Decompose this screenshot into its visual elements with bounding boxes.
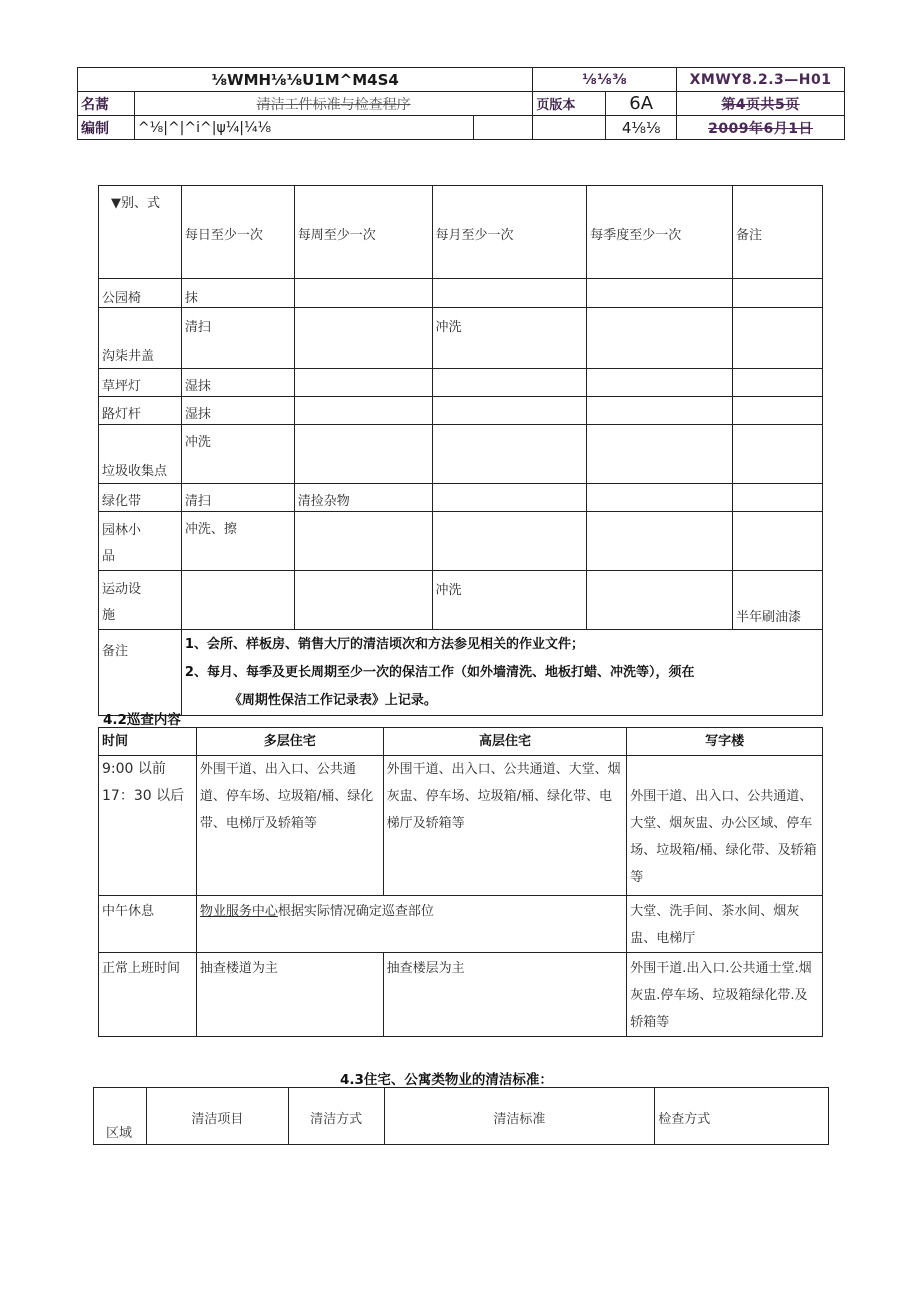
remark-line: 《周期性保洁工作记录表》上记录。 — [228, 693, 437, 708]
header-code: XMWY8.2.3—H01 — [677, 68, 845, 92]
area-line: 施 — [102, 608, 116, 623]
table-row — [99, 756, 823, 896]
col-header: 多层住宅 — [196, 728, 383, 756]
cell — [432, 369, 587, 397]
cell — [294, 308, 432, 369]
row-area: 草坪灯 — [99, 369, 182, 397]
document-header — [77, 67, 845, 140]
issue-date: 2009年6月1日 — [677, 116, 845, 140]
time-cell: 中午休息 — [99, 896, 197, 953]
cell — [294, 397, 432, 425]
section-4-2-title: 4.2巡查内容 — [103, 712, 181, 728]
cell — [733, 279, 823, 308]
cell — [432, 484, 587, 512]
multi-storey-cell: 抽查楼道为主 — [196, 953, 383, 1037]
merged-cell — [196, 896, 626, 953]
cell — [432, 512, 587, 571]
page-info: 第4页共5页 — [677, 92, 845, 116]
cell: 清扫 — [181, 308, 294, 369]
author-label: 编制 — [78, 116, 135, 140]
remark-line: 2、每月、每季及更长周期至少一次的保洁工作（如外墙清洗、地板打蜡、冲洗等），须在 — [184, 665, 695, 680]
cell — [432, 425, 587, 484]
col-header: 每周至少一次 — [294, 186, 432, 279]
version-value: 6A — [606, 92, 677, 116]
col-header: 备注 — [733, 186, 823, 279]
cell — [587, 425, 733, 484]
cell: 湿抹 — [181, 397, 294, 425]
cell: 湿抹 — [181, 369, 294, 397]
col-header: 每月至少一次 — [432, 186, 587, 279]
col-header: 检查方式 — [655, 1088, 829, 1145]
row-area: 垃圾收集点 — [99, 425, 182, 484]
office-cell: 外围干道、出入口、公共通道、大堂、烟灰盅、办公区域、停车场、垃圾箱/桶、绿化带、及轿箱等 — [627, 756, 823, 896]
table-row — [99, 512, 823, 571]
cell — [587, 484, 733, 512]
table-row — [99, 571, 823, 630]
cell — [733, 425, 823, 484]
area-line: 运动设 — [102, 582, 142, 597]
table-corner: ▼别、式 — [99, 186, 182, 279]
office-cell: 大堂、洗手间、茶水间、烟灰盅、电梯厅 — [627, 896, 823, 953]
cell — [733, 512, 823, 571]
time-line: 9:00 以前 — [102, 761, 166, 777]
doc-name: 清洁工件标准与检查程序 — [134, 92, 532, 116]
cell: 清扫 — [181, 484, 294, 512]
cell: 清捡杂物 — [294, 484, 432, 512]
cell: 冲洗 — [432, 571, 587, 630]
high-rise-cell: 外围干道、出入口、公共通道、大堂、烟灰盅、停车场、垃圾箱/桶、绿化带、电梯厅及轿箱等 — [383, 756, 627, 896]
table-row — [99, 308, 823, 369]
remarks-row — [99, 630, 823, 716]
row-area — [99, 512, 182, 571]
cell: 抹 — [181, 279, 294, 308]
row-area: 绿化带 — [99, 484, 182, 512]
col-header: 清洁项目 — [146, 1088, 288, 1145]
table-row — [99, 369, 823, 397]
cell — [294, 571, 432, 630]
cell — [294, 512, 432, 571]
multi-storey-cell: 外围干道、出入口、公共通道、停车场、垃圾箱/桶、绿化带、电梯厅及轿箱等 — [196, 756, 383, 896]
row-area: 公园椅 — [99, 279, 182, 308]
cell — [294, 279, 432, 308]
table-row — [99, 896, 823, 953]
col-header: 时间 — [99, 728, 197, 756]
table-row — [99, 397, 823, 425]
remarks-label: 备注 — [99, 630, 182, 716]
col-header: 清洁方式 — [288, 1088, 384, 1145]
version-label: 页版本 — [533, 92, 606, 116]
col-header: 每季度至少一次 — [587, 186, 733, 279]
high-rise-cell: 抽查楼层为主 — [383, 953, 627, 1037]
remarks-content — [181, 630, 822, 716]
merged-prefix: 物业服务中心 — [199, 904, 278, 919]
cell — [587, 571, 733, 630]
col-header: 写字楼 — [627, 728, 823, 756]
blank-cell — [474, 116, 533, 140]
merged-suffix: 根据实际情况确定巡查部位 — [277, 904, 434, 919]
table-row — [99, 279, 823, 308]
cell: 冲洗、擦 — [181, 512, 294, 571]
table-row — [99, 425, 823, 484]
cell — [294, 369, 432, 397]
approve-value: 4⅛⅛ — [606, 116, 677, 140]
col-header: 每日至少一次 — [181, 186, 294, 279]
author-value: ^⅛|^|^i^|ψ¼|¼⅛ — [134, 116, 474, 140]
row-area — [99, 571, 182, 630]
cell: 半年刷油漆 — [733, 571, 823, 630]
col-header: 清洁标准 — [384, 1088, 655, 1145]
cell: 冲洗 — [181, 425, 294, 484]
office-cell: 外围干道.出入口.公共通士堂.烟灰盅.停车场、垃圾箱绿化带.及轿箱等 — [627, 953, 823, 1037]
time-cell: 正常上班时间 — [99, 953, 197, 1037]
table-row — [99, 953, 823, 1037]
name-label: 名蒿 — [78, 92, 135, 116]
cell — [432, 279, 587, 308]
row-area: 沟柒井盖 — [99, 308, 182, 369]
cleaning-frequency-table — [98, 185, 823, 716]
col-header: 高层住宅 — [383, 728, 627, 756]
cell — [733, 308, 823, 369]
cell — [432, 397, 587, 425]
cell — [294, 425, 432, 484]
row-area: 路灯杆 — [99, 397, 182, 425]
header-code-label: ⅛⅛⅜ — [533, 68, 677, 92]
cell — [587, 397, 733, 425]
cell — [733, 484, 823, 512]
cell — [587, 279, 733, 308]
cell — [181, 571, 294, 630]
cleaning-standards-table — [93, 1087, 829, 1145]
time-line: 17：30 以后 — [102, 788, 185, 804]
time-cell — [99, 756, 197, 896]
cell — [587, 369, 733, 397]
patrol-content-table — [98, 727, 823, 1037]
cell — [587, 308, 733, 369]
area-line: 园林小 — [102, 523, 142, 538]
cell: 冲洗 — [432, 308, 587, 369]
col-header: 区域 — [94, 1088, 147, 1145]
blank-cell — [533, 116, 606, 140]
table-row — [99, 484, 823, 512]
section-4-3-title: 4.3住宅、公寓类物业的清洁标准： — [340, 1072, 553, 1088]
remark-line: 1、会所、样板房、销售大厅的清洁顷次和方法参见相关的作业文件； — [184, 637, 584, 652]
cell — [733, 397, 823, 425]
cell — [587, 512, 733, 571]
area-line: 品 — [102, 549, 116, 564]
header-title: ⅛WMH⅛⅛U1M^M4S4 — [78, 68, 533, 92]
cell — [733, 369, 823, 397]
